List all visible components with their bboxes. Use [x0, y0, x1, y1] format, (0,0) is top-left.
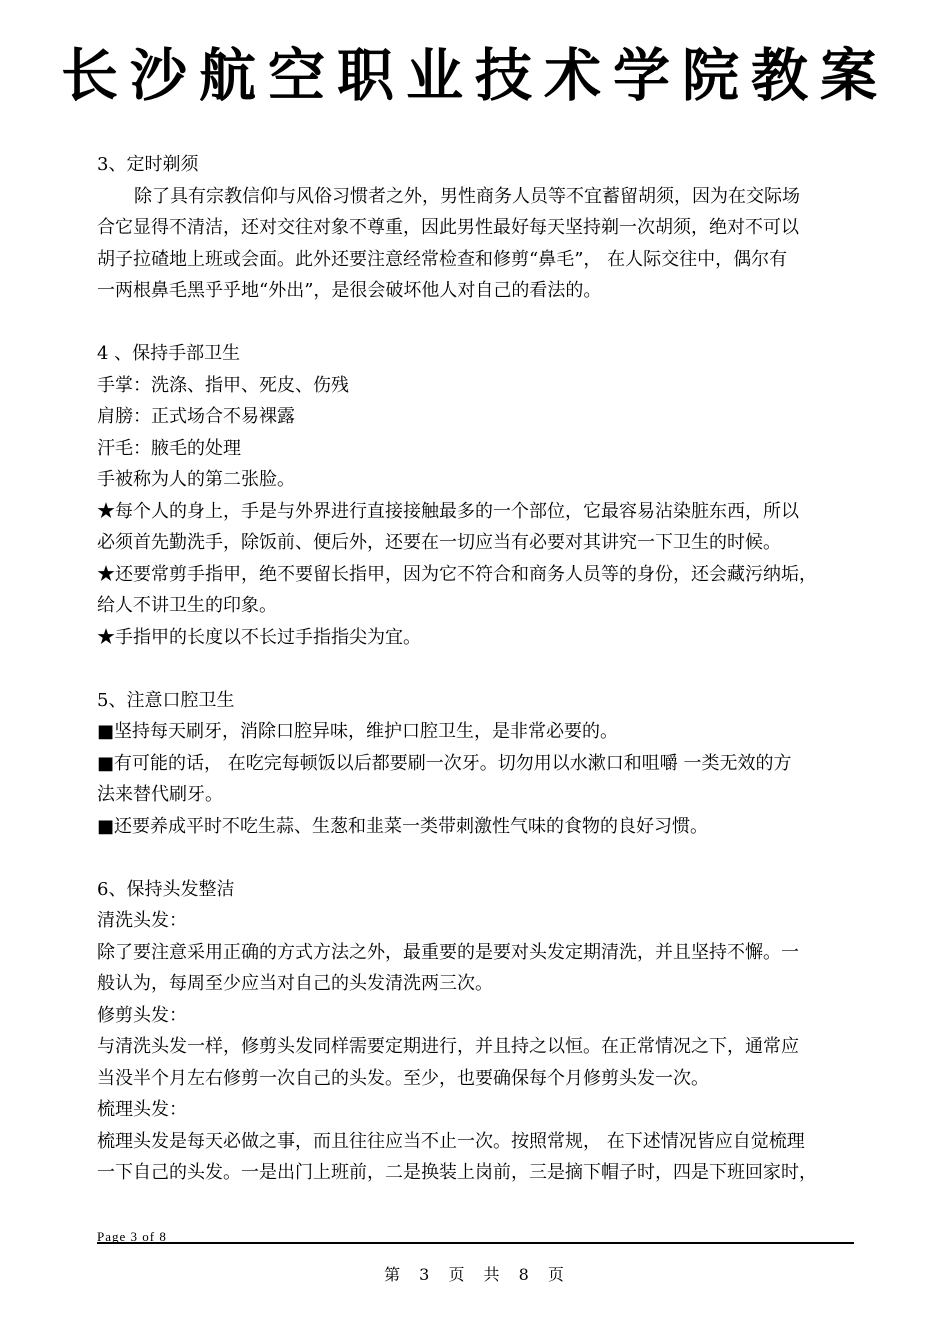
subheading-line: 修剪头发： — [97, 1004, 187, 1026]
paragraph-line: 肩膀：正式场合不易裸露 — [97, 406, 295, 427]
paragraph-line: 给人不讲卫生的印象。 — [97, 595, 277, 616]
paragraph-line: 当没半个月左右修剪一次自己的头发。至少，也要确保每个月修剪头发一次。 — [97, 1067, 709, 1089]
page-label: Page 3 of 8 — [97, 1229, 167, 1244]
paragraph-line: 手被称为人的第二张脸。 — [97, 469, 295, 490]
section-heading: 6、保持头发整洁 — [97, 878, 235, 900]
paragraph-line: 汗毛：腋毛的处理 — [97, 437, 241, 459]
paragraph-line: 除了具有宗教信仰与风俗习惯者之外，男性商务人员等不宜蓄留胡须，因为在交际场 — [134, 185, 800, 207]
section-heading: 4 、保持手部卫生 — [97, 343, 241, 364]
bullet-line: ■还要养成平时不吃生蒜、生葱和韭菜一类带刺激性气味的食物的良好习惯。 — [97, 815, 709, 837]
section-spacer — [97, 653, 857, 685]
section-spacer — [97, 842, 857, 874]
page-number: 第 3 页 共 8 页 — [384, 1265, 566, 1284]
paragraph-line: 一两根鼻毛黑乎乎地“外出”，是很会破坏他人对自己的看法的。 — [97, 280, 602, 301]
footer-divider — [97, 1242, 854, 1244]
paragraph-line: 般认为，每周至少应当对自己的头发清洗两三次。 — [97, 973, 493, 994]
paragraph-line: 胡子拉碴地上班或会面。此外还要注意经常检查和修剪“鼻毛”， 在人际交往中，偶尔有 — [97, 248, 788, 270]
paragraph-line: 手掌：洗涤、指甲、死皮、伤残 — [97, 374, 349, 396]
page-title: 长沙航空职业技术学院教案 — [61, 42, 889, 109]
section-spacer — [97, 307, 857, 339]
paragraph-line: 合它显得不清洁，还对交往对象不尊重，因此男性最好每天坚持剃一次胡须，绝对不可以 — [97, 217, 799, 238]
subheading-line: 清洗头发： — [97, 910, 187, 931]
section-heading: 5、注意口腔卫生 — [97, 689, 235, 711]
subheading-line: 梳理头发： — [97, 1099, 187, 1120]
paragraph-line: 梳理头发是每天必做之事，而且往往应当不止一次。按照常规， 在下述情况皆应自觉梳理 — [97, 1130, 805, 1152]
bullet-line: ■有可能的话， 在吃完每顿饭以后都要刷一次牙。切勿用以水漱口和咀嚼 一类无效的方 — [97, 752, 792, 774]
bullet-line: ★每个人的身上，手是与外界进行直接接触最多的一个部位，它最容易沾染脏东西，所以 — [97, 500, 799, 522]
section-heading: 3、定时剃须 — [97, 154, 199, 175]
paragraph-line: 与清洗头发一样，修剪头发同样需要定期进行，并且持之以恒。在正常情况之下，通常应 — [97, 1036, 799, 1057]
paragraph-line: 法来替代刷牙。 — [97, 784, 223, 805]
paragraph-line: 除了要注意采用正确的方式方法之外，最重要的是要对头发定期清洗，并且坚持不懈。一 — [97, 941, 799, 963]
bullet-line: ■坚持每天刷牙，消除口腔异味，维护口腔卫生，是非常必要的。 — [97, 721, 619, 742]
paragraph-line: 一下自己的头发。一是出门上班前，二是换装上岗前，三是摘下帽子时，四是下班回家时， — [97, 1162, 817, 1183]
paragraph-line: 必须首先勤洗手，除饭前、便后外，还要在一切应当有必要对其讲究一下卫生的时候。 — [97, 532, 781, 553]
document-body — [97, 149, 857, 1189]
bullet-line: ★还要常剪手指甲，绝不要留长指甲，因为它不符合和商务人员等的身份，还会藏污纳垢， — [97, 563, 817, 585]
bullet-line: ★手指甲的长度以不长过手指指尖为宜。 — [97, 626, 421, 648]
